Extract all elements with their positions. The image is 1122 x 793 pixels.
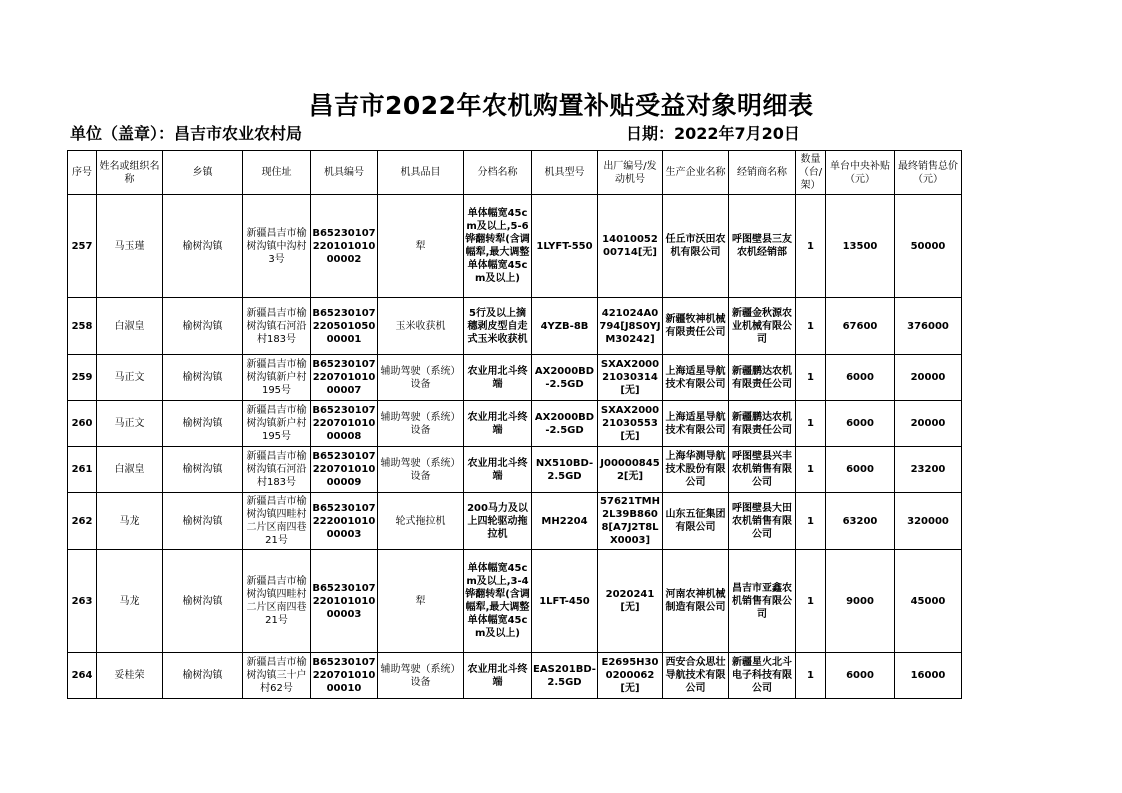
table-cell: 单体幅宽45cm及以上,3-4铧翻转犁(含调幅犁,最大调整单体幅宽45cm及以上) [464,550,532,653]
table-cell: 264 [68,653,97,699]
table-cell: 9000 [826,550,895,653]
table-cell: 16000 [895,653,962,699]
table-cell: 马正文 [97,355,163,401]
unit-label: 单位（盖章）：昌吉市农业农村局 [70,124,303,143]
table-cell: 50000 [895,195,962,298]
table-cell: 新疆昌吉市榆树沟镇新户村195号 [243,355,311,401]
table-cell: 上海适星导航技术有限公司 [663,401,729,447]
table-cell: 1401005200714[无] [598,195,663,298]
table-cell: 榆树沟镇 [163,550,243,653]
table-cell: 犁 [378,195,464,298]
table-cell: 1 [796,298,826,355]
table-cell: B6523010722070101000008 [311,401,378,447]
table-cell: 昌吉市亚鑫农机销售有限公司 [729,550,796,653]
table-cell: 1LFT-450 [532,550,598,653]
table-cell: SXAX200021030314[无] [598,355,663,401]
table-cell: AX2000BD-2.5GD [532,401,598,447]
beneficiary-table [67,150,962,699]
header-row [68,151,962,195]
header-cell: 姓名或组织名称 [97,151,163,195]
table-cell: 上海华测导航技术股份有限公司 [663,447,729,493]
table-cell: 辅助驾驶（系统）设备 [378,447,464,493]
table-cell: 西安合众思壮导航技术有限公司 [663,653,729,699]
table-cell: 榆树沟镇 [163,493,243,550]
table-cell: 67600 [826,298,895,355]
table-cell: 呼图壁县三友农机经销部 [729,195,796,298]
table-cell: 320000 [895,493,962,550]
table-cell: 白淑皇 [97,298,163,355]
table-cell: EAS201BD-2.5GD [532,653,598,699]
table-cell: 辅助驾驶（系统）设备 [378,401,464,447]
table-cell: NX510BD-2.5GD [532,447,598,493]
table-cell: 任丘市沃田农机有限公司 [663,195,729,298]
table-cell: 马龙 [97,550,163,653]
header-cell: 出厂编号/发动机号 [598,151,663,195]
header-cell: 机具编号 [311,151,378,195]
table-cell: 榆树沟镇 [163,355,243,401]
table-cell: 轮式拖拉机 [378,493,464,550]
table-cell: 261 [68,447,97,493]
header-cell: 经销商名称 [729,151,796,195]
table-cell: E2695H300200062[无] [598,653,663,699]
table-cell: B6523010722050105000001 [311,298,378,355]
table-cell: 1LYFT-550 [532,195,598,298]
table-cell: 妥桂荣 [97,653,163,699]
table-cell: 榆树沟镇 [163,653,243,699]
table-cell: 257 [68,195,97,298]
table-cell: 376000 [895,298,962,355]
table-cell: 河南农神机械制造有限公司 [663,550,729,653]
table-cell: 57621TMH2L39B8608[A7J2T8LX0003] [598,493,663,550]
table-cell: 单体幅宽45cm及以上,5-6铧翻转犁(含调幅犁,最大调整单体幅宽45cm及以上) [464,195,532,298]
table-row [68,298,962,355]
table-cell: 玉米收获机 [378,298,464,355]
date-label: 日期：2022年7月20日 [626,124,800,143]
table-cell: 20000 [895,401,962,447]
table-cell: SXAX200021030553[无] [598,401,663,447]
table-row [68,550,962,653]
table-cell: 农业用北斗终端 [464,401,532,447]
table-cell: 1 [796,355,826,401]
table-cell: 4YZB-8B [532,298,598,355]
table-cell: 新疆昌吉市榆树沟镇三十户村62号 [243,653,311,699]
table-cell: 263 [68,550,97,653]
table-row [68,195,962,298]
table-cell: 新疆星火北斗电子科技有限公司 [729,653,796,699]
table-cell: 榆树沟镇 [163,298,243,355]
header-cell: 机具品目 [378,151,464,195]
table-cell: J000008452[无] [598,447,663,493]
header-cell: 最终销售总价（元） [895,151,962,195]
table-cell: 新疆昌吉市榆树沟镇新户村195号 [243,401,311,447]
table-cell: B6523010722010101000002 [311,195,378,298]
table-cell: 榆树沟镇 [163,447,243,493]
table-cell: 农业用北斗终端 [464,653,532,699]
table-cell: 421024A0794[J8S0YJM30242] [598,298,663,355]
table-cell: AX2000BD-2.5GD [532,355,598,401]
table-cell: 白淑皇 [97,447,163,493]
header-cell: 机具型号 [532,151,598,195]
table-cell: 200马力及以上四轮驱动拖拉机 [464,493,532,550]
header-cell: 单台中央补贴（元） [826,151,895,195]
table-cell: 呼图壁县兴丰农机销售有限公司 [729,447,796,493]
table-cell: 新疆昌吉市榆树沟镇四畦村二片区南四巷21号 [243,550,311,653]
table-cell: B6523010722070101000007 [311,355,378,401]
header-cell: 数量（台/架） [796,151,826,195]
table-cell: 农业用北斗终端 [464,355,532,401]
table-cell: 上海适星导航技术有限公司 [663,355,729,401]
table-cell: 258 [68,298,97,355]
header-cell: 乡镇 [163,151,243,195]
table-row [68,653,962,699]
table-cell: 犁 [378,550,464,653]
table-cell: 1 [796,493,826,550]
table-cell: 2020241[无] [598,550,663,653]
table-cell: 新疆昌吉市榆树沟镇中沟村3号 [243,195,311,298]
table-row [68,401,962,447]
table-cell: B6523010722010101000003 [311,550,378,653]
header-cell: 序号 [68,151,97,195]
table-cell: 1 [796,653,826,699]
table-cell: 63200 [826,493,895,550]
table-cell: 6000 [826,355,895,401]
table-cell: 新疆牧神机械有限责任公司 [663,298,729,355]
table-cell: 山东五征集团有限公司 [663,493,729,550]
table-cell: 榆树沟镇 [163,401,243,447]
table-cell: 5行及以上摘穗剥皮型自走式玉米收获机 [464,298,532,355]
table-cell: 马玉瑾 [97,195,163,298]
table-cell: 260 [68,401,97,447]
table-cell: 马龙 [97,493,163,550]
header-cell: 现住址 [243,151,311,195]
header-cell: 生产企业名称 [663,151,729,195]
table-cell: 呼图壁县大田农机销售有限公司 [729,493,796,550]
table-cell: 新疆昌吉市榆树沟镇石河沿村183号 [243,298,311,355]
table-cell: 新疆昌吉市榆树沟镇石河沿村183号 [243,447,311,493]
table-cell: 新疆金秋源农业机械有限公司 [729,298,796,355]
table-row [68,355,962,401]
document-title: 昌吉市2022年农机购置补贴受益对象明细表 [308,91,814,120]
table-cell: 45000 [895,550,962,653]
table-cell: 辅助驾驶（系统）设备 [378,355,464,401]
table-cell: B6523010722070101000010 [311,653,378,699]
table-cell: 农业用北斗终端 [464,447,532,493]
table-cell: 259 [68,355,97,401]
table-cell: 新疆鹏达农机有限责任公司 [729,355,796,401]
table-cell: 1 [796,550,826,653]
table-cell: 6000 [826,401,895,447]
header-cell: 分档名称 [464,151,532,195]
table-cell: 20000 [895,355,962,401]
table-cell: 1 [796,447,826,493]
table-cell: 13500 [826,195,895,298]
table-cell: 辅助驾驶（系统）设备 [378,653,464,699]
table-cell: 6000 [826,653,895,699]
table-cell: B6523010722200101000003 [311,493,378,550]
table-cell: 23200 [895,447,962,493]
table-cell: 新疆鹏达农机有限责任公司 [729,401,796,447]
table-cell: 262 [68,493,97,550]
table-cell: MH2204 [532,493,598,550]
table-cell: 新疆昌吉市榆树沟镇四畦村二片区南四巷21号 [243,493,311,550]
table-cell: 1 [796,401,826,447]
table-cell: 6000 [826,447,895,493]
table-row [68,447,962,493]
table-row [68,493,962,550]
table-cell: 马正文 [97,401,163,447]
table-cell: 榆树沟镇 [163,195,243,298]
table-cell: 1 [796,195,826,298]
table-cell: B6523010722070101000009 [311,447,378,493]
